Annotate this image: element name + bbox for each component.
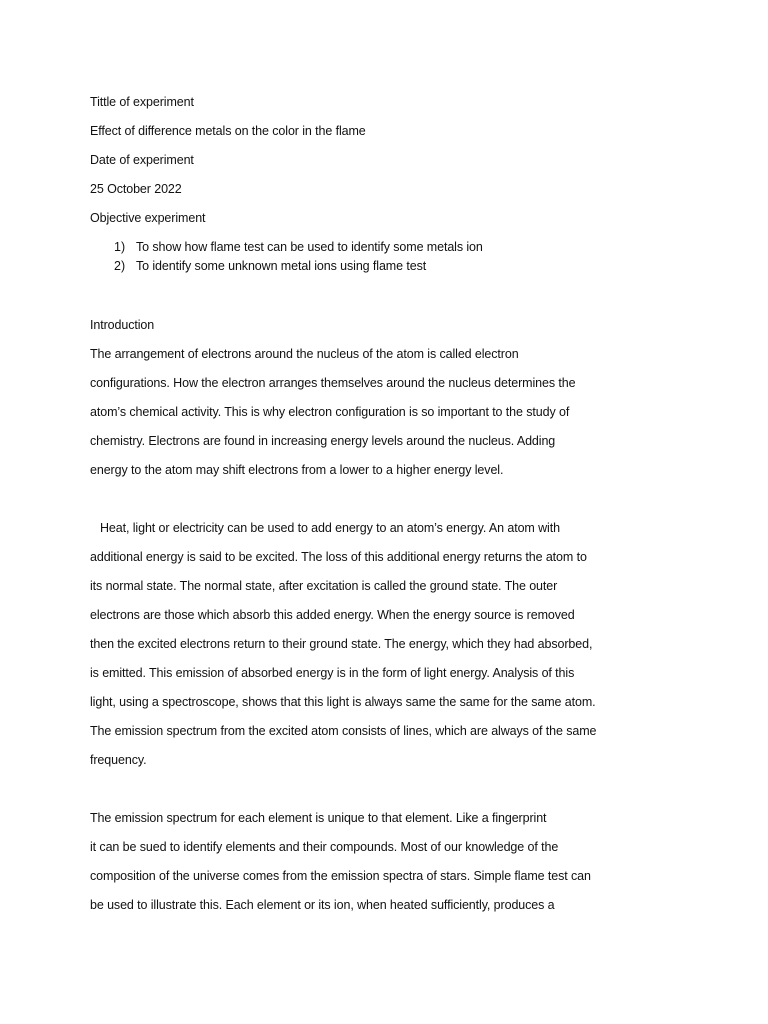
paragraph-line: The arrangement of electrons around the nucleus of the atom is called electron (90, 347, 519, 361)
title-label: Tittle of experiment (90, 95, 194, 109)
paragraph-line: it can be sued to identify elements and their compounds. Most of our knowledge of the (90, 840, 559, 854)
paragraph-line: chemistry. Electrons are found in increasing energy levels around the nucleus. Adding (90, 434, 556, 448)
date-label: Date of experiment (90, 153, 194, 167)
objective-item: To show how flame test can be used to identify some metals ion (136, 240, 483, 254)
paragraph-line: additional energy is said to be excited. The loss of this additional energy returns the atom to (90, 550, 587, 564)
objective-number: 2) (114, 259, 126, 273)
paragraph-line: composition of the universe comes from the emission spectra of stars. Simple flame test can (90, 869, 591, 883)
paragraph-line: energy to the atom may shift electrons from a lower to a higher energy level. (90, 463, 504, 477)
paragraph-line: atom’s chemical activity. This is why electron configuration is so important to the study of (90, 405, 570, 419)
paragraph-line: The emission spectrum from the excited atom consists of lines, which are always of the same (90, 724, 597, 738)
title-value: Effect of difference metals on the color in the flame (90, 124, 366, 138)
paragraph-line: be used to illustrate this. Each element or its ion, when heated sufficiently, produces a (90, 898, 555, 912)
objective-number: 1) (114, 240, 126, 254)
paragraph-line: Heat, light or electricity can be used to add energy to an atom’s energy. An atom with (100, 521, 560, 535)
paragraph-line: its normal state. The normal state, after excitation is called the ground state. The outer (90, 579, 558, 593)
date-value: 25 October 2022 (90, 182, 182, 196)
paragraph-line: configurations. How the electron arranges themselves around the nucleus determines the (90, 376, 576, 390)
paragraph-line: is emitted. This emission of absorbed energy is in the form of light energy. Analysis of this (90, 666, 575, 680)
objective-item: To identify some unknown metal ions using flame test (136, 259, 427, 273)
paragraph-line: then the excited electrons return to their ground state. The energy, which they had absorbed, (90, 637, 593, 651)
paragraph-line: frequency. (90, 753, 147, 767)
paragraph-line: light, using a spectroscope, shows that this light is always same the same for the same atom. (90, 695, 596, 709)
objective-label: Objective experiment (90, 211, 206, 225)
introduction-heading: Introduction (90, 318, 155, 332)
paragraph-line: electrons are those which absorb this added energy. When the energy source is removed (90, 608, 575, 622)
paragraph-line: The emission spectrum for each element is unique to that element. Like a fingerprint (90, 811, 547, 825)
